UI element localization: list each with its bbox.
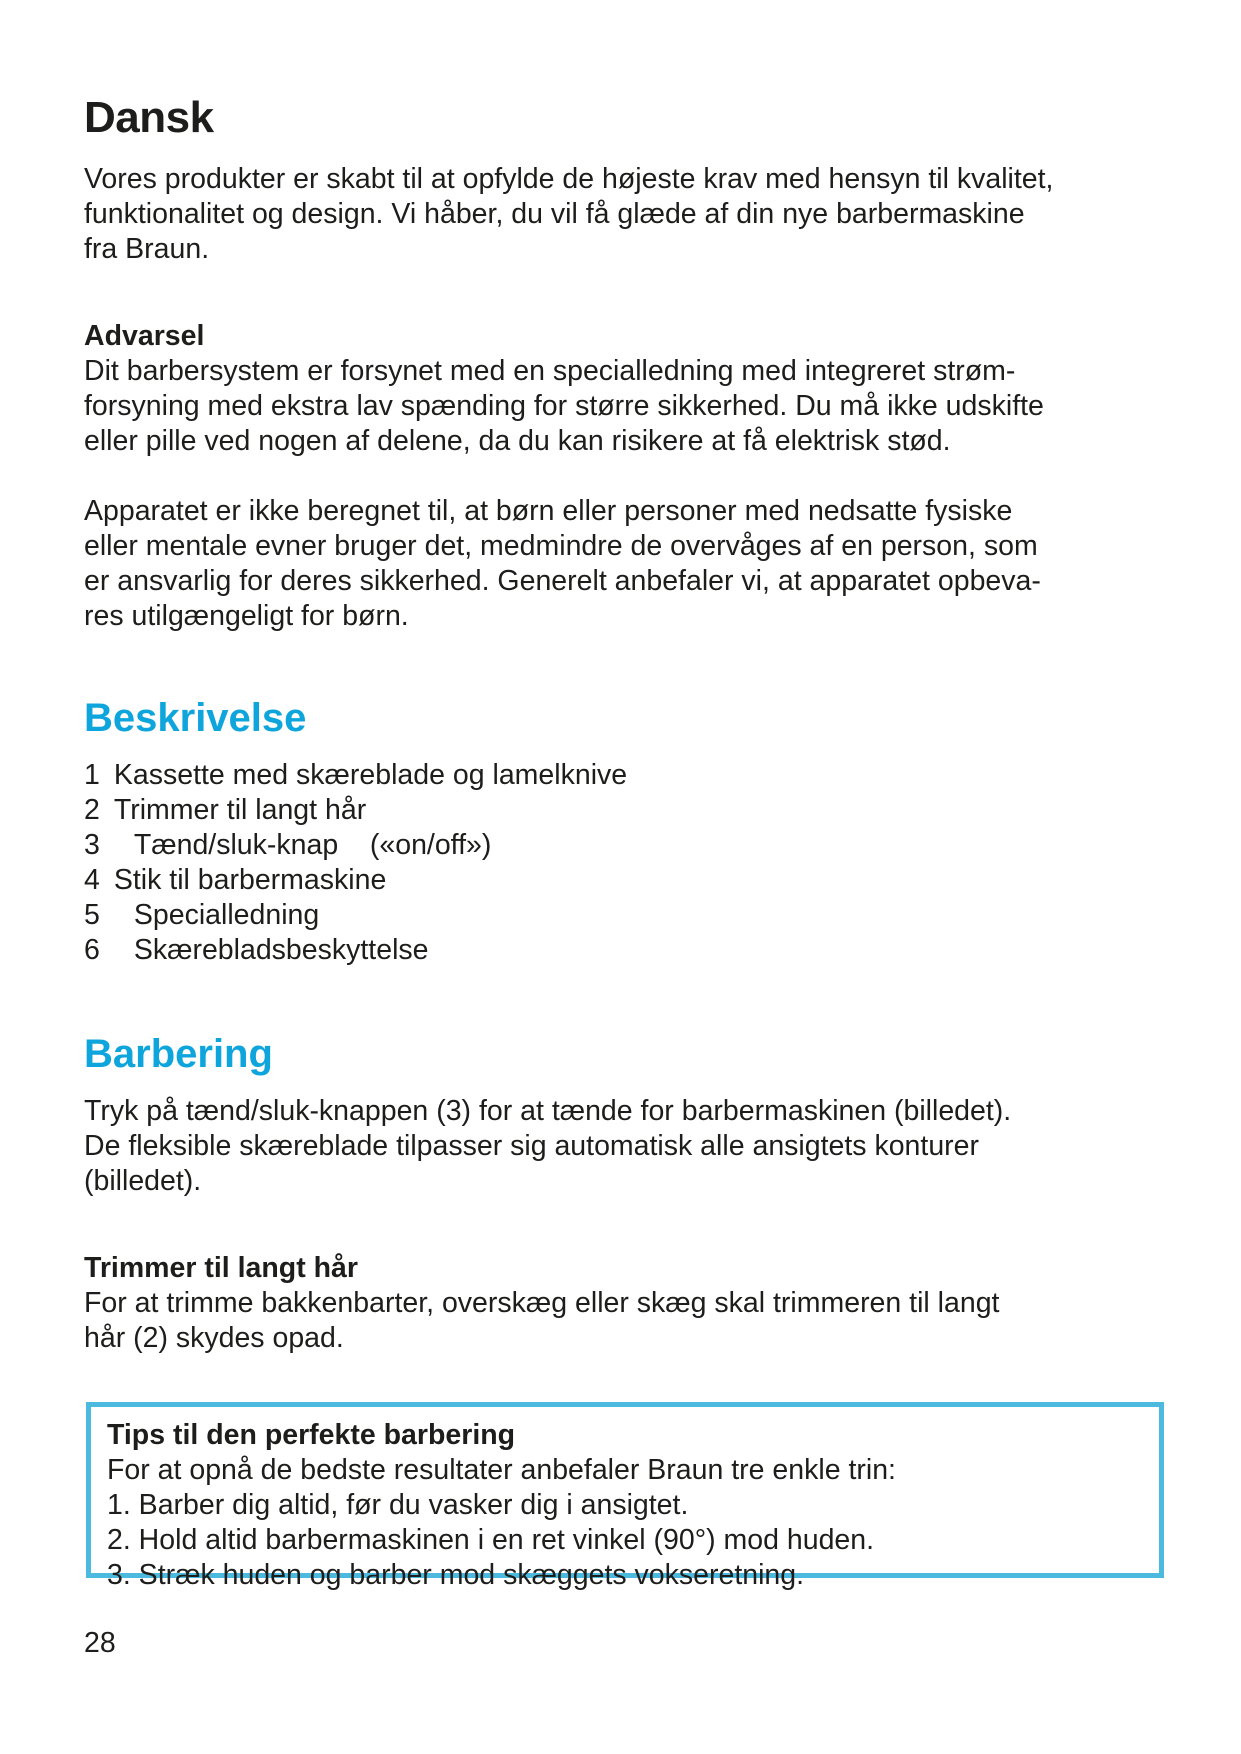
list-item-number: 5 xyxy=(84,899,100,931)
trimmer-text: For at trimme bakkenbarter, overskæg eller skæg skal trimmeren til langt hår (2) skydes opad. xyxy=(84,1287,1000,1354)
list-item-label: Stik til barbermaskine xyxy=(113,864,387,896)
description-heading: Beskrivelse xyxy=(84,696,307,740)
list-item xyxy=(84,828,1174,863)
list-item-label: Specialledning xyxy=(133,899,320,931)
tips-box xyxy=(86,1402,1164,1591)
tips-intro: For at opnå de bedste resultater anbefaler Braun tre enkle trin: xyxy=(107,1454,896,1486)
list-item-number: 4 xyxy=(84,864,100,896)
warning-section xyxy=(84,319,1174,459)
page-number: 28 xyxy=(84,1627,116,1659)
description-section xyxy=(84,690,1174,968)
list-item-number: 1 xyxy=(84,759,100,791)
list-item xyxy=(84,898,1174,933)
shaving-text: Tryk på tænd/sluk-knappen (3) for at tænde for barbermaskinen (billedet). De fleksible skæreblade tilpasser sig automatisk alle ansigtets konturer (billedet). xyxy=(84,1095,1012,1197)
warning-text: Dit barbersystem er forsynet med en specialledning med integreret strøm- forsyning med ekstra lav spænding for større sikkerhed. Du må ikke udskifte eller pille ved nogen af delene, da du kan risikere at få elektrisk stød. xyxy=(84,355,1044,457)
children-note: Apparatet er ikke beregnet til, at børn eller personer med nedsatte fysiske eller mentale evner bruger det, medmindre de overvåges af en person, som er ansvarlig for deres sikkerhed. Generelt anbefaler vi, at apparatet opbeva- res utilgængeligt for børn. xyxy=(84,495,1041,632)
tips-step: 2. Hold altid barbermaskinen i en ret vinkel (90°) mod huden. xyxy=(107,1524,875,1556)
trimmer-section xyxy=(84,1251,1174,1356)
shaving-heading: Barbering xyxy=(84,1032,273,1076)
list-item-number: 2 xyxy=(84,794,100,826)
list-item-label: Tænd/sluk-knap («on/off») xyxy=(133,829,492,861)
intro-paragraph: Vores produkter er skabt til at opfylde de højeste krav med hensyn til kvalitet, funktionalitet og design. Vi håber, du vil få glæde af din nye barbermaskine fra Braun. xyxy=(84,163,1054,265)
list-item-label: Trimmer til langt hår xyxy=(113,794,367,826)
page-title: Dansk xyxy=(84,93,214,142)
tips-heading: Tips til den perfekte barbering xyxy=(107,1419,516,1451)
trimmer-heading: Trimmer til langt hår xyxy=(84,1252,358,1284)
warning-heading: Advarsel xyxy=(84,320,205,352)
list-item xyxy=(84,863,1174,898)
shaving-section xyxy=(84,1026,1174,1356)
page-content xyxy=(84,88,1174,1356)
list-item-label: Kassette med skæreblade og lamelknive xyxy=(113,759,628,791)
tips-step: 1. Barber dig altid, før du vasker dig i ansigtet. xyxy=(107,1489,689,1521)
list-item-label: Skærebladsbeskyttelse xyxy=(133,934,429,966)
list-item xyxy=(84,793,1174,828)
list-item xyxy=(84,933,1174,968)
description-list xyxy=(84,758,1174,968)
tips-step: 3. Stræk huden og barber mod skæggets vokseretning. xyxy=(107,1559,805,1591)
list-item xyxy=(84,758,1174,793)
list-item-number: 6 xyxy=(84,934,100,966)
list-item-number: 3 xyxy=(84,829,100,861)
